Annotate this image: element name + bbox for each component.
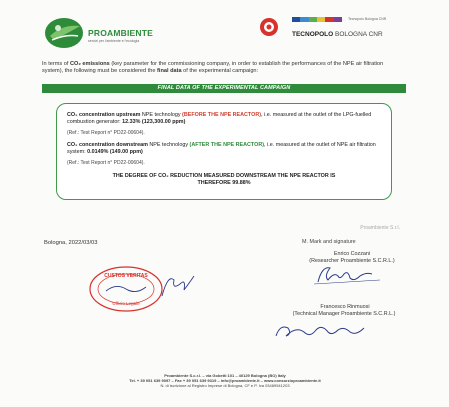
upstream-mid: NPE technology xyxy=(140,112,183,118)
upstream-rest: , i.e. measured at the outlet of the LPG-fuelled combustion generator: xyxy=(67,112,372,125)
footer-line-2: Tel. + 39 051 639 9097 – Fax + 39 051 639 9319 – info@proambiente.it – www.consorzioproambiente.it xyxy=(129,378,321,383)
cnr-logo-icon xyxy=(258,16,284,38)
upstream-tag: (BEFORE THE NPE REACTOR) xyxy=(182,112,262,118)
place-date: Bologna, 2022/03/03 xyxy=(44,240,98,246)
upstream-paragraph xyxy=(67,112,381,126)
footer xyxy=(30,373,420,388)
downstream-rest: , i.e. measured at the outlet of NPE air filtration system: xyxy=(67,142,376,156)
tecnopolo-small-text: Tecnopolo Bologna CNR xyxy=(348,17,387,21)
footer-line-3: N. di iscrizione al Registro Imprese di Bologna, CF e P. Iva 03489541203 xyxy=(160,383,290,388)
conclusion xyxy=(67,173,381,187)
brand-name: PROAMBIENTE xyxy=(88,28,154,38)
signer1-name: Enrico Cozzani xyxy=(333,251,371,257)
signer2-role: (Technical Manager Proambiente S.C.R.L.) xyxy=(292,311,396,317)
intro-bold-1: CO₂ emissions xyxy=(69,61,110,67)
tecnopolo-title xyxy=(292,31,383,38)
signer1-role: (Researcher Proambiente S.C.R.L.) xyxy=(309,258,395,264)
brand-tagline: servizi per l'ambiente e l'ecologia xyxy=(88,39,140,43)
tecnopolo-sub: BOLOGNA CNR xyxy=(334,31,383,38)
upstream-value: 12.33% (123,300.00 ppm) xyxy=(122,118,186,125)
intro-text-1: In terms of xyxy=(42,61,70,67)
tecnopolo-color-bar xyxy=(292,17,342,22)
downstream-tag: (AFTER THE NPE REACTOR) xyxy=(189,142,265,149)
tecnopolo-main: TECNOPOLO xyxy=(292,31,334,38)
downstream-paragraph xyxy=(67,142,381,156)
leaf-logo-icon xyxy=(44,16,86,50)
conclusion-line-2: THEREFORE 99.88% xyxy=(197,179,251,186)
mark-and-signature: M. Mark and signature xyxy=(302,239,356,245)
conclusion-line-1: THE DEGREE OF CO₂ REDUCTION MEASURED DOWNSTREAM THE NPE REACTOR IS xyxy=(112,172,336,179)
signer1-signature xyxy=(300,262,390,288)
intro-text-2: (key parameter for the commissioning company, in order to establish the performances of the NPE air filtration system), the following must be considered the xyxy=(42,61,384,74)
stamp-signature xyxy=(158,270,198,300)
official-stamp-icon xyxy=(88,265,164,313)
intro-bold-2: final data xyxy=(157,68,182,74)
intro-text-3: of the experimental campaign: xyxy=(181,68,259,74)
downstream-mid: NPE technology xyxy=(147,142,190,149)
footer-line-1: Proambiente S.c.r.l. – via Gobetti 101 – 40129 Bologna (BO) Italy xyxy=(164,373,286,378)
stamp-top-text: CUSTOS VERITAS xyxy=(104,273,148,279)
partner-logos xyxy=(258,14,408,42)
downstream-ref: (Ref.: Test Report n° PD22-00604). xyxy=(67,159,145,166)
upstream-lead: CO₂ concentration upstream xyxy=(67,112,141,118)
downstream-value: 0.0149% (149.00 ppm) xyxy=(87,149,143,156)
downstream-lead: CO₂ concentration downstream xyxy=(67,142,148,149)
final-data-banner: FINAL DATA OF THE EXPERIMENTAL CAMPAIGN xyxy=(42,84,406,93)
signer2-signature xyxy=(270,320,370,342)
intro-paragraph xyxy=(42,61,404,75)
upstream-ref: (Ref.: Test Report n° PD22-00604). xyxy=(67,129,145,136)
faded-stamp-text: Proambiente S.r.l. xyxy=(360,225,400,231)
results-box xyxy=(56,103,392,200)
stamp-bottom-text: Ufficio Legale xyxy=(112,301,140,306)
proambiente-logo xyxy=(44,16,174,52)
signer2-name: Francesco Rinmuosi xyxy=(320,304,370,310)
faded-company-stamp xyxy=(312,226,400,250)
